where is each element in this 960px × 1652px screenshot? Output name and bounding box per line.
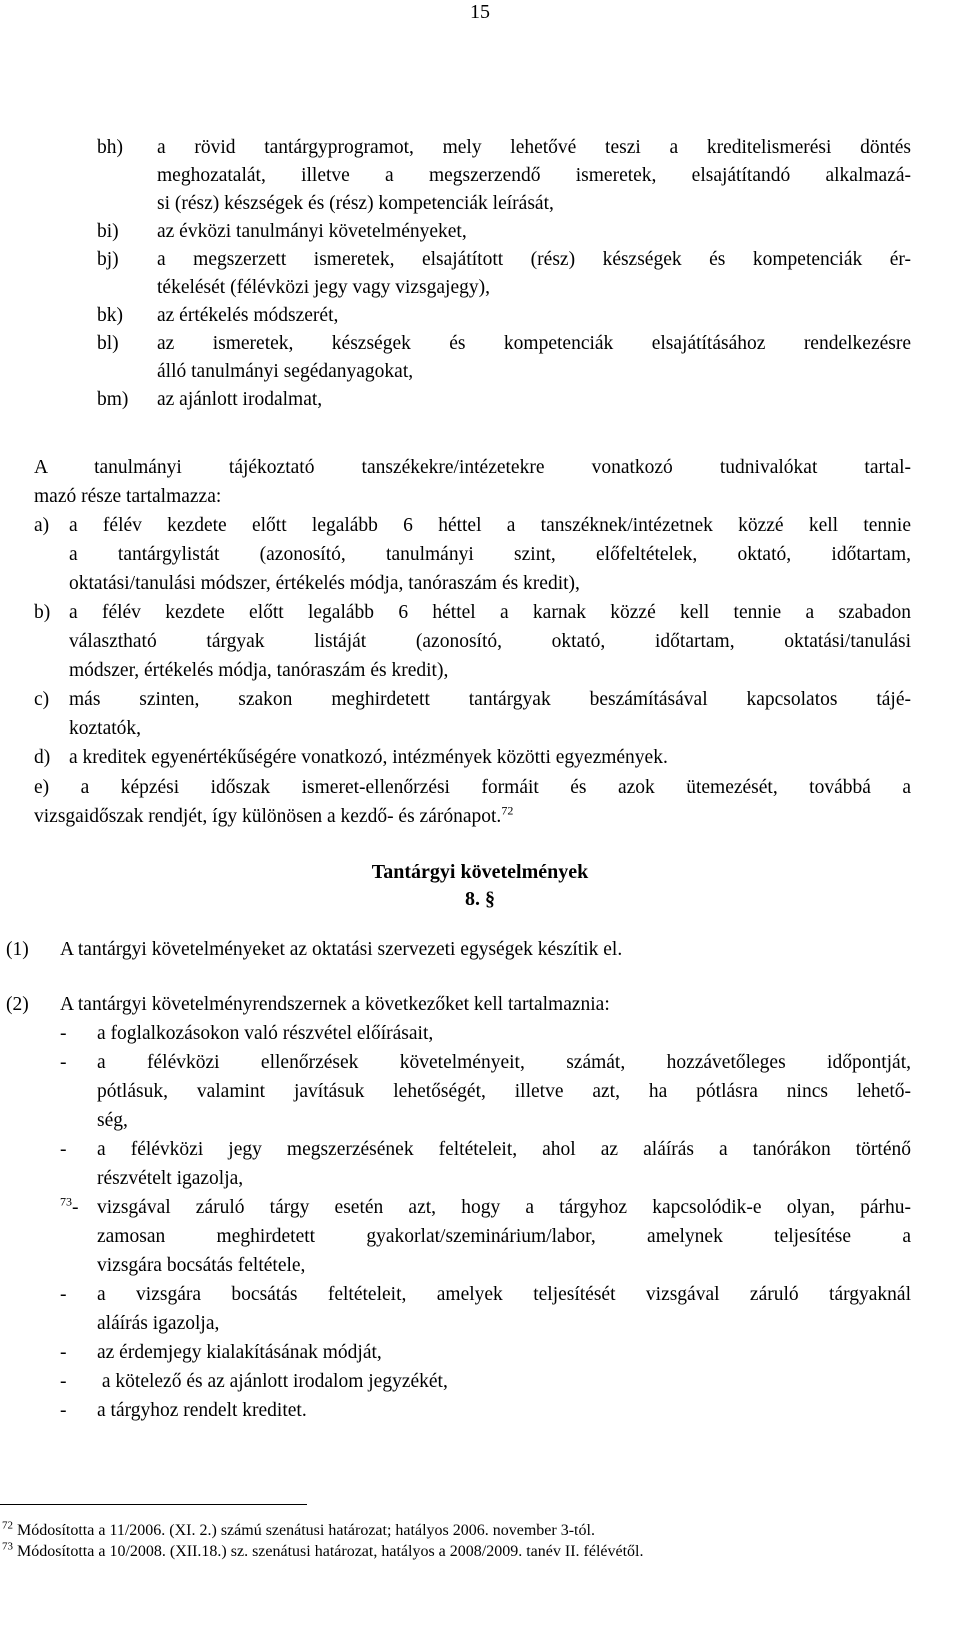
intro-line: mazó része tartalmazza: [34, 486, 222, 507]
bullet-marker [60, 1195, 79, 1220]
list-item-line: az ismeretek, készségek és kompetenciák elsajátításához rendelkezésre [157, 333, 911, 354]
bullet-line: aláírás igazolja, [97, 1313, 220, 1334]
bullet-line: a félévközi ellenőrzések követelményeit, számát, hozzávetőleges időpontját, [97, 1052, 911, 1073]
list-label: bh) [97, 137, 123, 158]
bullet-line: a vizsgára bocsátás feltételeit, amelyek teljesítését vizsgával záruló tárgyaknál [97, 1284, 911, 1305]
footnote-number: 72 [2, 1519, 13, 1532]
list-item-line: módszer, értékelés módja, tanóraszám és kredit), [69, 660, 449, 681]
list-item-line: a kreditek egyenértékűségére vonatkozó, intézmények közötti egyezmények. [69, 747, 668, 768]
item-e-text: vizsgaidőszak rendjét, így különösen a kezdő- és zárónapot. [34, 806, 502, 827]
bullet-marker: - [60, 1342, 67, 1363]
list-item-line: a félév kezdete előtt legalább 6 héttel a karnak közzé kell tennie a szabadon [69, 602, 911, 623]
list-item-line: az évközi tanulmányi követelményeket, [157, 221, 467, 242]
para-label: (1) [6, 939, 29, 960]
list-item-line: az ajánlott irodalmat, [157, 389, 323, 410]
footnote-text: Módosította a 10/2008. (XII.18.) sz. szenátusi határozat, hatályos a 2008/2009. tanév II. félévétől. [17, 1543, 644, 1560]
list-label: bm) [97, 389, 129, 410]
list-item-line: tékelését (félévközi jegy vagy vizsgajegy), [157, 277, 490, 298]
section-number: 8. § [465, 888, 495, 910]
footnote-ref-73[interactable]: 73 [60, 1194, 72, 1209]
list-label: bl) [97, 333, 119, 354]
item-e-line: e) a képzési időszak ismeret-ellenőrzési formáit és azok ütemezését, továbbá a [34, 777, 911, 798]
bullet-line: az érdemjegy kialakításának módját, [97, 1342, 382, 1363]
footnote-text: Módosította a 11/2006. (XI. 2.) számú szenátusi határozat; hatályos 2006. november 3-tól. [17, 1522, 595, 1539]
bullet-line: vizsgával záruló tárgy esetén azt, hogy a tárgyhoz kapcsolódik-e olyan, párhu- [97, 1197, 911, 1218]
bullet-line: részvételt igazolja, [97, 1168, 244, 1189]
bullet-line: pótlásuk, valamint javításuk lehetőségét, illetve azt, ha pótlásra nincs lehető- [97, 1081, 911, 1102]
list-item-line: álló tanulmányi segédanyagokat, [157, 361, 414, 382]
list-item-line: a tantárgylistát (azonosító, tanulmányi szint, előfeltételek, oktató, időtartam, [69, 544, 911, 565]
bullet-marker: - [60, 1052, 67, 1073]
bullet-marker: - [60, 1371, 67, 1392]
list-item-line: más szinten, szakon meghirdetett tantárgyak beszámításával kapcsolatos tájé- [69, 689, 911, 710]
footnote-number: 73 [2, 1540, 13, 1553]
list-item-line: koztatók, [69, 718, 142, 739]
bullet-marker: - [60, 1023, 67, 1044]
bullet-dash: - [72, 1197, 79, 1218]
bullet-line: zamosan meghirdetett gyakorlat/szeminárium/labor, amelynek teljesítése a [97, 1226, 911, 1247]
list-item-line: a megszerzett ismeretek, elsajátított (rész) készségek és kompetenciák ér- [157, 249, 911, 270]
list-item-line: az értékelés módszerét, [157, 305, 339, 326]
list-label: c) [34, 689, 50, 710]
bullet-line: a foglalkozásokon való részvétel előírásait, [97, 1023, 434, 1044]
list-item-line: választható tárgyak listáját (azonosító, oktató, időtartam, oktatási/tanulási [69, 631, 911, 652]
para-text: A tantárgyi követelményeket az oktatási szervezeti egységek készítik el. [60, 939, 623, 960]
list-label: bj) [97, 249, 119, 270]
footnote-ref-72[interactable]: 72 [501, 803, 514, 818]
list-item-line: meghozatalát, illetve a megszerzendő ismeretek, elsajátítandó alkalmazá- [157, 165, 911, 186]
footnote-73 [2, 1542, 644, 1562]
para-label: (2) [6, 994, 29, 1015]
bullet-marker: - [60, 1400, 67, 1421]
intro-line: A tanulmányi tájékoztató tanszékekre/intézetekre vonatkozó tudnivalókat tartal- [34, 457, 911, 478]
list-label: b) [34, 602, 51, 623]
section-title: Tantárgyi követelmények [371, 861, 589, 883]
list-label: bi) [97, 221, 119, 242]
bullet-line: a kötelező és az ajánlott irodalom jegyzékét, [97, 1371, 448, 1392]
bullet-marker: - [60, 1139, 67, 1160]
bullet-line: vizsgára bocsátás feltétele, [97, 1255, 306, 1276]
para-text: A tantárgyi követelményrendszernek a következőket kell tartalmaznia: [60, 994, 610, 1015]
footnote-separator [0, 1504, 307, 1505]
bullet-line: a félévközi jegy megszerzésének feltételeit, ahol az aláírás a tanórákon történő [97, 1139, 911, 1160]
bullet-marker: - [60, 1284, 67, 1305]
item-e-line [34, 804, 513, 829]
list-label: d) [34, 747, 51, 768]
list-label: bk) [97, 305, 123, 326]
bullet-line: ség, [97, 1110, 128, 1131]
bullet-line: a tárgyhoz rendelt kreditet. [97, 1400, 307, 1421]
footnote-72 [2, 1521, 595, 1541]
list-item-line: a félév kezdete előtt legalább 6 héttel a tanszéknek/intézetnek közzé kell tennie [69, 515, 911, 536]
list-label: a) [34, 515, 50, 536]
list-item-line: oktatási/tanulási módszer, értékelés módja, tanóraszám és kredit), [69, 573, 580, 594]
list-item-line: si (rész) készségek és (rész) kompetenciák leírását, [157, 193, 554, 214]
list-item-line: a rövid tantárgyprogramot, mely lehetővé teszi a kreditelismerési döntés [157, 137, 911, 158]
page-number: 15 [470, 1, 490, 23]
